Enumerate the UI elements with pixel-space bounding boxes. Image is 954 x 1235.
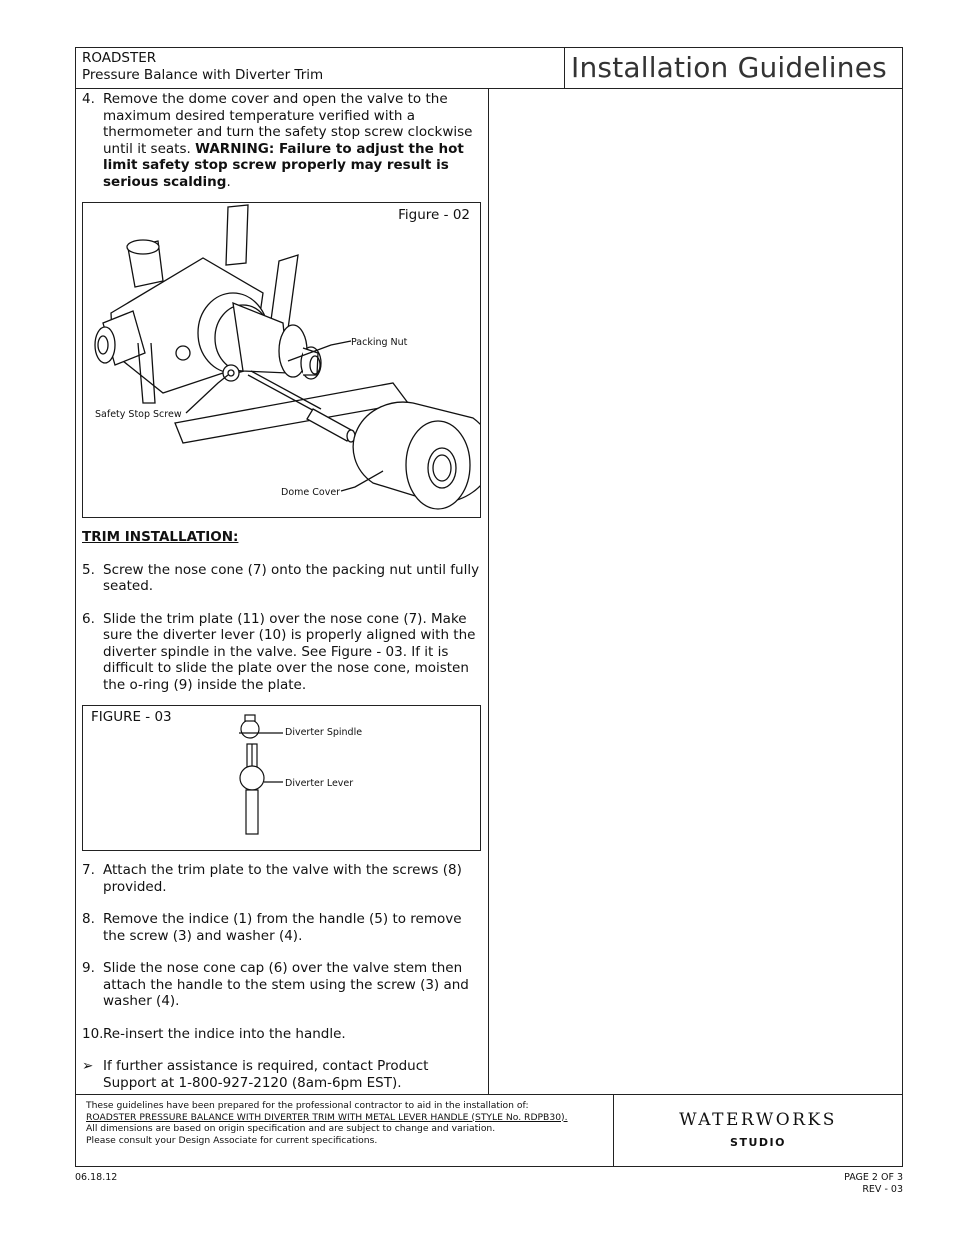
support-note <box>82 1058 482 1091</box>
footer-disclaimer: These guidelines have been prepared for the professional contractor to aid in the installation of: ROADSTER PRESSURE BALANCE WITH DIVERTER TRIM WITH METAL LEVER HANDLE (STYLE No. RDPB30). All dimensions are based on origin specification and are subject to change and variation. Please consult your Design Associate for current specifications. <box>76 1094 614 1166</box>
label-packing-nut: Packing Nut <box>351 337 408 348</box>
figure-label: FIGURE - 03 <box>91 709 172 725</box>
step-text: Slide the nose cone cap (6) over the valve stem then attach the handle to the stem using the screw (3) and washer (4). <box>103 960 469 1009</box>
column-divider <box>488 89 489 1094</box>
step-5: 5. Screw the nose cone (7) onto the packing nut until fully seated. <box>82 562 482 595</box>
note-text: If further assistance is required, contact Product Support at 1-800-927-2120 (8am-6pm EST). <box>103 1058 429 1091</box>
step-text: Remove the dome cover and open the valve to the maximum desired temperature verified with a thermometer and turn the safety stop screw clockwise until it seats. <box>103 91 473 157</box>
arrow-bullet-icon: ➢ <box>82 1058 94 1074</box>
step-6: 6. Slide the trim plate (11) over the nose cone (7). Make sure the diverter lever (10) is properly aligned with the diverter spindle in the valve. See Figure - 03. If it is difficult to slide the plate over the nose cone, moisten the o-ring (9) inside the plate. <box>82 611 482 694</box>
page-frame <box>75 47 903 1167</box>
valve-illustration <box>83 203 480 517</box>
label-diverter-spindle: Diverter Spindle <box>285 727 363 738</box>
product-style-line: ROADSTER PRESSURE BALANCE WITH DIVERTER TRIM WITH METAL LEVER HANDLE (STYLE No. RDPB30). <box>86 1111 568 1123</box>
figure-03 <box>82 705 481 851</box>
label-diverter-lever: Diverter Lever <box>285 778 354 789</box>
brand-studio: STUDIO <box>730 1136 786 1149</box>
doc-date: 06.18.12 <box>75 1172 118 1183</box>
label-safety-stop-screw: Safety Stop Screw <box>95 409 182 420</box>
step-text: Remove the indice (1) from the handle (5) to remove the screw (3) and washer (4). <box>103 911 462 944</box>
step-8: 8. Remove the indice (1) from the handle (5) to remove the screw (3) and washer (4). <box>82 911 482 944</box>
instructions-column <box>82 91 482 1091</box>
step-text: Attach the trim plate to the valve with the screws (8) provided. <box>103 862 462 895</box>
step-4: 4. Remove the dome cover and open the valve to the maximum desired temperature verified with a thermometer and turn the safety stop screw clockwise until it seats. WARNING: Failure to adjust the hot limit safety stop screw properly may result is serious scalding. <box>82 91 473 190</box>
step-text: Re-insert the indice into the handle. <box>103 1025 346 1042</box>
warning-text: WARNING: Failure to adjust the hot limit safety stop screw properly may result is serious scalding <box>103 140 464 190</box>
trim-installation-heading: TRIM INSTALLATION: <box>82 529 239 545</box>
step-text: Slide the trim plate (11) over the nose cone (7). Make sure the diverter lever (10) is properly aligned with the diverter spindle in the valve. See Figure - 03. If it is difficult to slide the plate over the nose cone, moisten the o-ring (9) inside the plate. <box>103 610 476 693</box>
step-number: 4. <box>82 91 95 107</box>
doc-title: Installation Guidelines <box>565 48 902 89</box>
revision: REV - 03 <box>862 1184 903 1195</box>
product-name: ROADSTER <box>82 50 157 66</box>
step-10: 10. Re-insert the indice into the handle. <box>82 1026 482 1043</box>
step-text: Screw the nose cone (7) onto the packing nut until fully seated. <box>103 561 480 594</box>
header-product <box>76 48 565 89</box>
figure-label: Figure - 02 <box>398 207 470 223</box>
step-7: 7. Attach the trim plate to the valve with the screws (8) provided. <box>82 862 482 895</box>
step-9: 9. Slide the nose cone cap (6) over the valve stem then attach the handle to the stem using the screw (3) and washer (4). <box>82 960 482 1010</box>
brand-logo <box>614 1094 902 1166</box>
product-subtitle: Pressure Balance with Diverter Trim <box>82 67 324 83</box>
figure-02 <box>82 202 481 518</box>
brand-name: WATERWORKS <box>679 1110 837 1130</box>
diverter-illustration <box>83 706 480 850</box>
page-number: PAGE 2 OF 3 <box>844 1172 903 1183</box>
label-dome-cover: Dome Cover <box>281 487 341 498</box>
